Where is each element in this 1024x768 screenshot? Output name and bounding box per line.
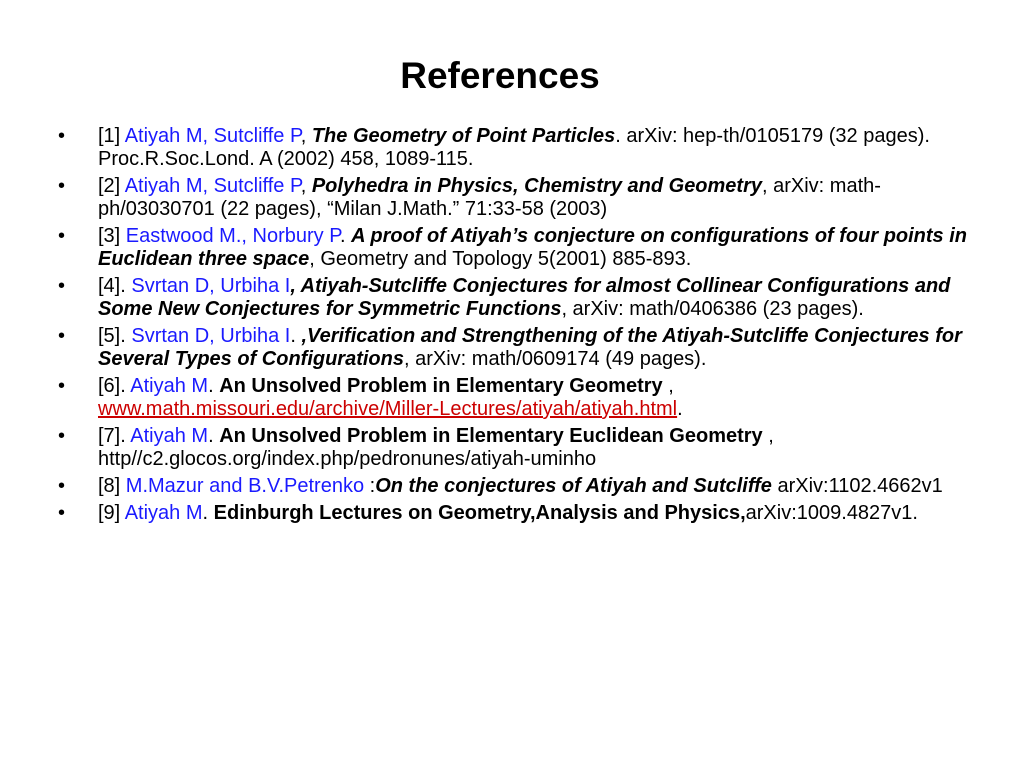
bullet-icon: • <box>58 325 66 347</box>
reference-details: arXiv:1102.4662v1 <box>771 475 943 497</box>
reference-item-5 <box>54 325 969 371</box>
reference-item-1 <box>54 125 969 171</box>
bullet-icon: • <box>58 475 66 497</box>
reference-authors: Svrtan D, Urbiha I <box>131 275 291 297</box>
reference-title: Edinburgh Lectures on Geometry,Analysis and Physics, <box>213 502 746 524</box>
reference-number: [4]. <box>98 275 132 297</box>
reference-separator: . <box>290 325 302 347</box>
reference-authors: Atiyah M, Sutcliffe P <box>124 175 301 197</box>
reference-authors: Atiyah M <box>124 502 203 524</box>
reference-item-2 <box>54 175 969 221</box>
reference-details: , arXiv: math/0609174 (49 pages). <box>404 348 707 370</box>
bullet-icon: • <box>58 502 66 524</box>
reference-details: . <box>677 398 683 420</box>
bullet-icon: • <box>58 125 66 147</box>
reference-details: arXiv:1009.4827v1. <box>745 502 918 524</box>
reference-number: [8] <box>98 475 126 497</box>
reference-number: [9] <box>98 502 125 524</box>
reference-separator: , <box>300 125 312 147</box>
reference-separator: . <box>208 425 220 447</box>
reference-title: On the conjectures of Atiyah and Sutcliffe <box>375 475 772 497</box>
reference-title: Polyhedra in Physics, Chemistry and Geometry <box>311 175 762 197</box>
reference-separator: : <box>364 475 376 497</box>
reference-details: , arXiv: math/0406386 (23 pages). <box>561 298 864 320</box>
reference-authors: M.Mazur and B.V.Petrenko <box>125 475 365 497</box>
reference-separator: . <box>339 225 352 247</box>
reference-number: [2] <box>98 175 125 197</box>
reference-title: An Unsolved Problem in Elementary Euclidean Geometry <box>219 425 763 447</box>
reference-number: [6]. <box>98 375 131 397</box>
bullet-icon: • <box>58 175 66 197</box>
reference-number: [7]. <box>98 425 131 447</box>
reference-item-7 <box>54 425 969 471</box>
reference-number: [3] <box>98 225 126 247</box>
page-title: References <box>400 55 600 96</box>
reference-details: , Geometry and Topology 5(2001) 885-893. <box>309 248 692 270</box>
reference-list <box>54 125 969 529</box>
reference-authors: Atiyah M <box>130 375 209 397</box>
bullet-icon: • <box>58 375 66 397</box>
reference-item-4 <box>54 275 969 321</box>
reference-separator: . <box>208 375 220 397</box>
reference-title: An Unsolved Problem in Elementary Geometry <box>219 375 663 397</box>
reference-item-3 <box>54 225 969 271</box>
reference-item-8 <box>54 475 969 498</box>
reference-number: [5]. <box>98 325 132 347</box>
reference-authors: Atiyah M <box>130 425 209 447</box>
reference-link[interactable]: www.math.missouri.edu/archive/Miller-Lectures/atiyah/atiyah.html <box>98 398 678 420</box>
bullet-icon: • <box>58 425 66 447</box>
reference-authors: Svrtan D, Urbiha I <box>131 325 291 347</box>
reference-details: , http//c2.glocos.org/index.php/pedronunes/atiyah-uminho <box>98 425 774 470</box>
reference-title: , Atiyah-Sutcliffe Conjectures for almost Collinear Configurations and Some New Conjectures for Symmetric Functions <box>98 275 951 320</box>
reference-title: The Geometry of Point Particles <box>311 125 616 147</box>
reference-details: . arXiv: hep-th/0105179 (32 pages). Proc.R.Soc.Lond. A (2002) 458, 1089-115. <box>98 125 930 170</box>
bullet-icon: • <box>58 225 66 247</box>
bullet-icon: • <box>58 275 66 297</box>
reference-separator: , <box>662 375 674 397</box>
reference-number: [1] <box>98 125 125 147</box>
reference-authors: Atiyah M, Sutcliffe P <box>124 125 301 147</box>
reference-details: , arXiv: math-ph/03030701 (22 pages), “Milan J.Math.” 71:33-58 (2003) <box>98 175 881 220</box>
reference-separator: , <box>300 175 312 197</box>
reference-authors: Eastwood M., Norbury P <box>125 225 340 247</box>
reference-title: ,Verification and Strengthening of the Atiyah-Sutcliffe Conjectures for Several Types of Configurations <box>98 325 962 370</box>
reference-title: A proof of Atiyah’s conjecture on configurations of four points in Euclidean three space <box>98 225 968 270</box>
reference-item-9 <box>54 502 969 525</box>
reference-separator: . <box>202 502 214 524</box>
reference-item-6 <box>54 375 969 421</box>
